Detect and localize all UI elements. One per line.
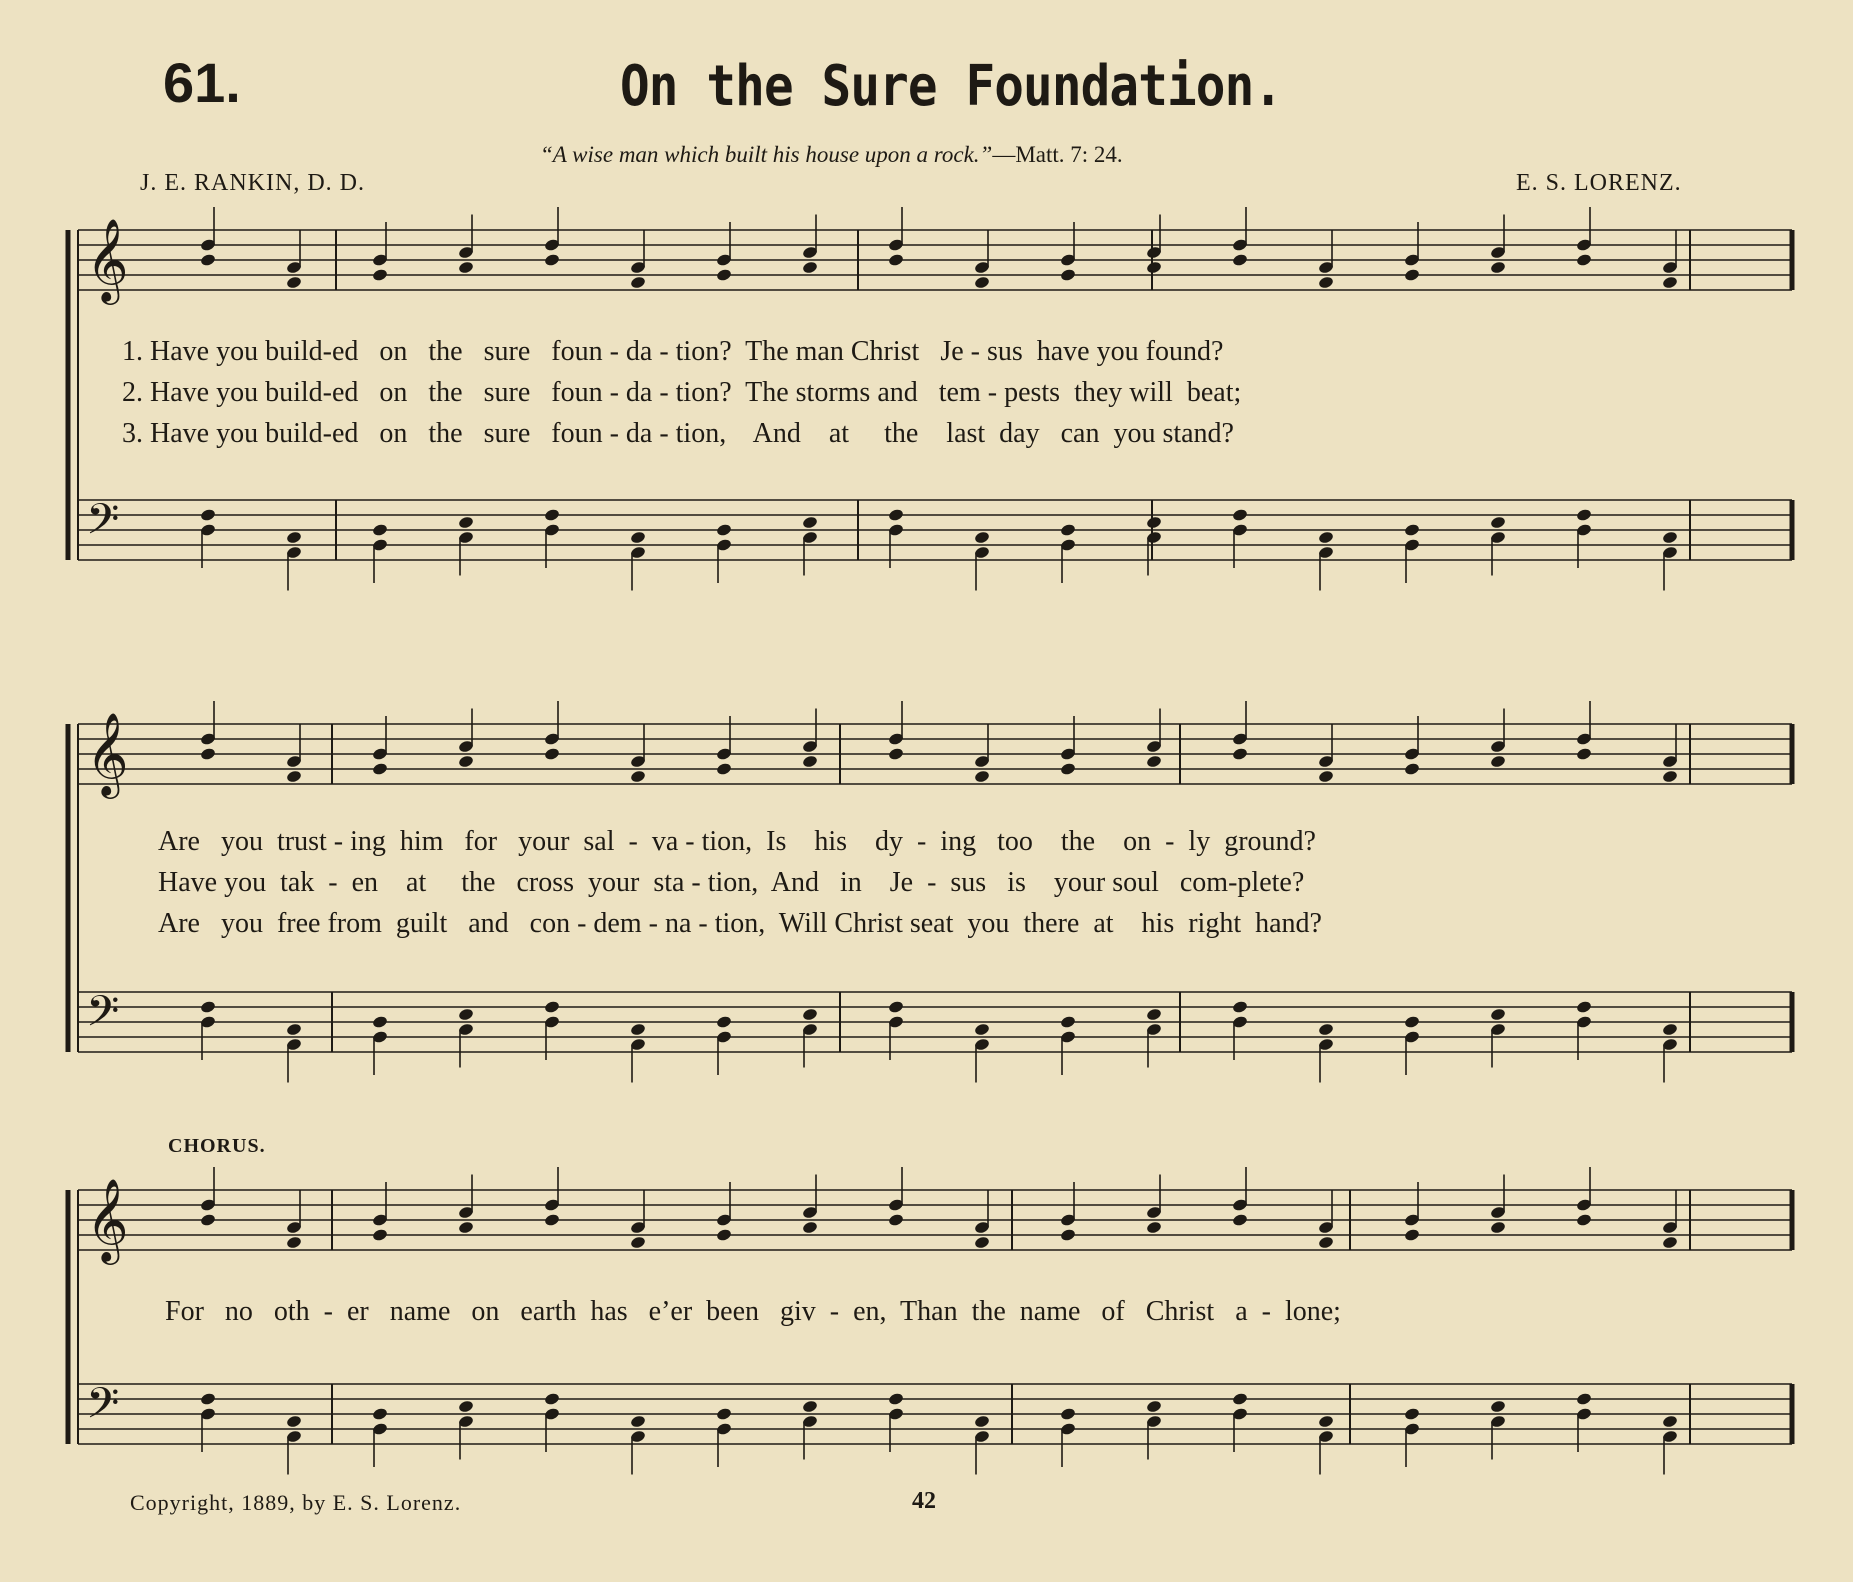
note-head	[544, 747, 561, 761]
note-head	[802, 515, 819, 529]
note-head	[286, 769, 303, 783]
note-head	[544, 1213, 561, 1227]
note-head	[1232, 1000, 1249, 1014]
note-head	[1662, 1235, 1679, 1249]
note-head	[458, 1007, 475, 1021]
note-head	[372, 523, 389, 537]
note-head	[200, 1000, 217, 1014]
verse-3-line-2: Are you free from guilt and con - dem - na - tion, Will Christ seat you there at his right hand?	[158, 908, 1322, 939]
note-head	[1490, 260, 1507, 274]
note-head	[1576, 508, 1593, 522]
epigraph-reference: —Matt. 7: 24.	[992, 142, 1123, 167]
author-credit: J. E. RANKIN, D. D.	[140, 170, 365, 196]
note-head	[716, 523, 733, 537]
note-head	[1060, 268, 1077, 282]
note-head	[458, 1220, 475, 1234]
note-head	[974, 1022, 991, 1036]
note-head	[372, 762, 389, 776]
note-head	[1404, 762, 1421, 776]
note-head	[716, 268, 733, 282]
verse-2-line-1: 2. Have you build-ed on the sure foun - da - tion? The storms and tem - pests they will beat;	[122, 377, 1242, 408]
note-head	[200, 1392, 217, 1406]
note-head	[630, 530, 647, 544]
verse-1-line-2: Are you trust - ing him for your sal - va - tion, Is his dy - ing too the on - ly ground?	[158, 826, 1316, 857]
verse-2-line-2: Have you tak - en at the cross your sta - tion, And in Je - sus is your soul com-plete?	[158, 867, 1305, 898]
note-head	[286, 530, 303, 544]
note-head	[1490, 1007, 1507, 1021]
hymn-title: On the Sure Foundation.	[620, 54, 1283, 119]
note-head	[630, 1022, 647, 1036]
chorus-label: CHORUS.	[168, 1135, 266, 1157]
note-head	[1662, 1022, 1679, 1036]
note-head	[1146, 1399, 1163, 1413]
bass-clef-icon: 𝄢	[86, 495, 120, 555]
note-head	[1404, 1407, 1421, 1421]
note-head	[888, 747, 905, 761]
epigraph-quote: “A wise man which built his house upon a rock.”	[540, 142, 993, 167]
note-head	[1490, 754, 1507, 768]
note-head	[1318, 530, 1335, 544]
note-head	[1146, 1007, 1163, 1021]
composer-credit: E. S. LORENZ.	[1516, 170, 1682, 196]
note-head	[286, 1022, 303, 1036]
note-head	[802, 1220, 819, 1234]
note-head	[544, 508, 561, 522]
note-head	[1662, 1414, 1679, 1428]
note-head	[458, 754, 475, 768]
note-head	[286, 275, 303, 289]
note-head	[1576, 1392, 1593, 1406]
note-head	[1662, 769, 1679, 783]
note-head	[286, 1414, 303, 1428]
verse-1-line-1: 1. Have you build-ed on the sure foun - da - tion? The man Christ Je - sus have you found?	[122, 336, 1224, 367]
note-head	[372, 268, 389, 282]
note-head	[1060, 762, 1077, 776]
note-head	[458, 515, 475, 529]
note-head	[802, 754, 819, 768]
bass-clef-icon: 𝄢	[86, 1379, 120, 1439]
treble-clef-icon: 𝄞	[86, 217, 129, 301]
note-head	[1576, 1213, 1593, 1227]
note-head	[286, 1235, 303, 1249]
note-head	[1576, 1000, 1593, 1014]
note-head	[716, 1407, 733, 1421]
verse-3-line-1: 3. Have you build-ed on the sure foun - da - tion, And at the last day can you stand?	[122, 418, 1234, 449]
note-head	[1232, 1392, 1249, 1406]
note-head	[888, 1000, 905, 1014]
note-head	[974, 530, 991, 544]
note-head	[458, 1399, 475, 1413]
note-head	[974, 1235, 991, 1249]
note-head	[802, 1007, 819, 1021]
note-head	[1146, 515, 1163, 529]
note-head	[1576, 253, 1593, 267]
page-number: 42	[912, 1488, 936, 1514]
note-head	[1490, 1220, 1507, 1234]
note-head	[888, 1213, 905, 1227]
note-head	[1404, 1228, 1421, 1242]
treble-clef-icon: 𝄞	[86, 1177, 129, 1261]
note-head	[1146, 260, 1163, 274]
note-head	[544, 253, 561, 267]
note-head	[1318, 1235, 1335, 1249]
note-head	[630, 769, 647, 783]
note-head	[1490, 1399, 1507, 1413]
note-head	[1146, 754, 1163, 768]
note-head	[1232, 747, 1249, 761]
note-head	[1318, 1414, 1335, 1428]
note-head	[888, 253, 905, 267]
note-head	[716, 1228, 733, 1242]
note-head	[716, 1015, 733, 1029]
note-head	[1662, 530, 1679, 544]
treble-clef-icon: 𝄞	[86, 711, 129, 795]
note-head	[1318, 1022, 1335, 1036]
note-head	[1232, 253, 1249, 267]
note-head	[372, 1407, 389, 1421]
note-head	[1060, 523, 1077, 537]
note-head	[544, 1000, 561, 1014]
note-head	[630, 1235, 647, 1249]
note-head	[1404, 1015, 1421, 1029]
note-head	[544, 1392, 561, 1406]
note-head	[1060, 1015, 1077, 1029]
note-head	[1232, 1213, 1249, 1227]
note-head	[1318, 769, 1335, 783]
note-head	[888, 1392, 905, 1406]
note-head	[888, 508, 905, 522]
note-head	[1146, 1220, 1163, 1234]
note-head	[974, 769, 991, 783]
note-head	[1490, 515, 1507, 529]
note-head	[630, 1414, 647, 1428]
note-head	[716, 762, 733, 776]
note-head	[974, 1414, 991, 1428]
note-head	[802, 260, 819, 274]
note-head	[1060, 1228, 1077, 1242]
note-head	[1404, 523, 1421, 537]
note-head	[1232, 508, 1249, 522]
note-head	[1060, 1407, 1077, 1421]
hymn-number: 61.	[163, 51, 241, 114]
note-head	[802, 1399, 819, 1413]
note-head	[200, 508, 217, 522]
note-head	[458, 260, 475, 274]
note-head	[1318, 275, 1335, 289]
note-head	[1662, 275, 1679, 289]
note-head	[200, 253, 217, 267]
copyright-notice: Copyright, 1889, by E. S. Lorenz.	[130, 1490, 462, 1515]
note-head	[630, 275, 647, 289]
note-head	[974, 275, 991, 289]
chorus-line: For no oth - er name on earth has e’er been giv - en, Than the name of Christ a - lone;	[165, 1296, 1341, 1327]
note-head	[1576, 747, 1593, 761]
note-head	[200, 1213, 217, 1227]
note-head	[372, 1015, 389, 1029]
bass-clef-icon: 𝄢	[86, 987, 120, 1047]
note-head	[1404, 268, 1421, 282]
note-head	[200, 747, 217, 761]
note-head	[372, 1228, 389, 1242]
